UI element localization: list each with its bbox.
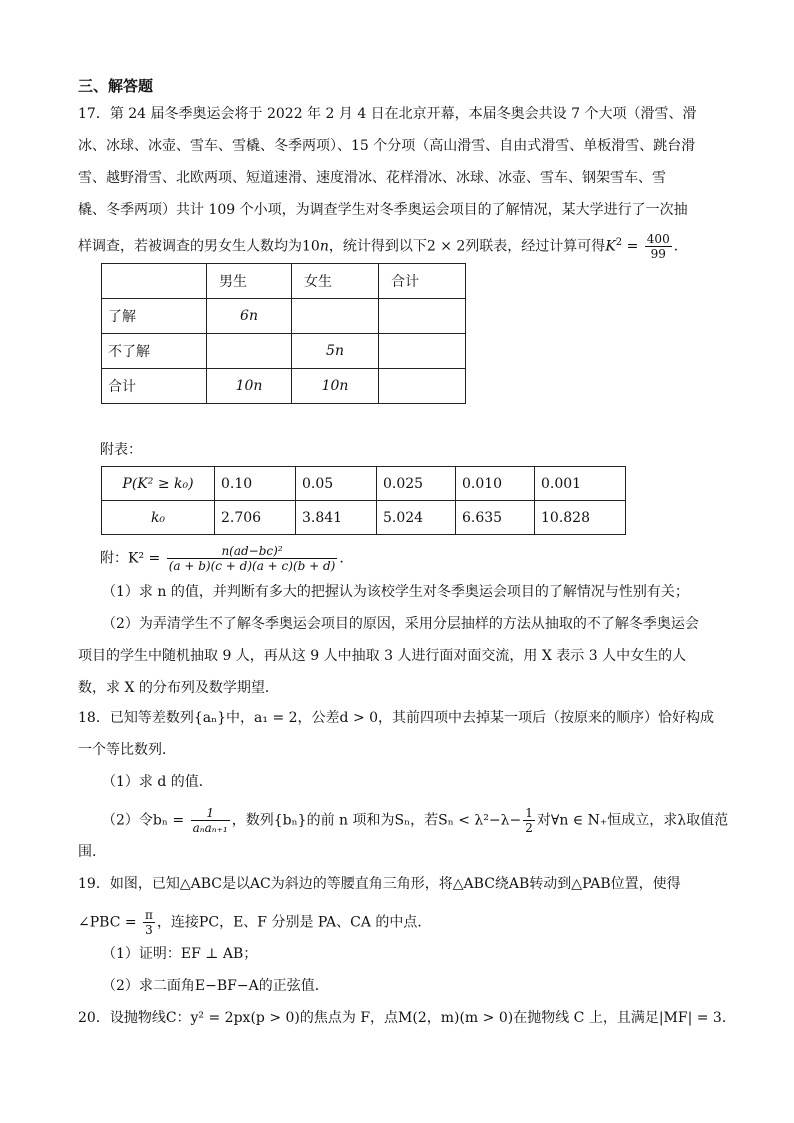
table-row bbox=[102, 467, 626, 501]
table-cell: 合计 bbox=[379, 264, 466, 299]
q17-fraction bbox=[645, 232, 672, 261]
table-row bbox=[102, 299, 466, 334]
q18-line-1: 18．已知等差数列{aₙ}中，a₁ = 2，公差d > 0，其前四项中去掉某一项后（按原来的顺序）恰好构成 bbox=[78, 710, 715, 726]
q17-line-5-end: ． bbox=[673, 238, 688, 255]
table-cell: 0.010 bbox=[456, 467, 535, 501]
table-cell: 10.828 bbox=[535, 501, 626, 535]
formula-line bbox=[100, 544, 740, 573]
q17-line-4: 橇、冬季两项）共计 109 个小项，为调查学生对冬季奥运会项目的了解情况，某大学进行了一次抽 bbox=[78, 202, 688, 218]
q19-fraction-num: π bbox=[145, 908, 153, 922]
q17-line-5 bbox=[78, 232, 718, 261]
q19-part-2: （2）求二面角E−BF−A的正弦值． bbox=[102, 978, 329, 994]
q18-part-2-pre: （2）令bₙ = bbox=[102, 812, 189, 829]
formula-label: 附：K² = bbox=[100, 550, 165, 567]
table-cell bbox=[292, 299, 379, 334]
q17-part-2-line-2: 项目的学生中随机抽取 9 人，再从这 9 人中抽取 3 人进行面对面交流，用 X 表示 3 人中女生的人 bbox=[78, 648, 687, 664]
q19-part-1: （1）证明：EF ⊥ AB； bbox=[102, 946, 258, 962]
q17-line-5-mid: ，统计得到以下2 × 2列联表，经过计算可得 bbox=[328, 238, 606, 255]
q19-line-1: 19．如图，已知△ABC是以AC为斜边的等腰直角三角形，将△ABC绕AB转动到△PAB位置，使得 bbox=[78, 876, 681, 892]
table-cell: 2.706 bbox=[215, 501, 296, 535]
table-cell: 女生 bbox=[292, 264, 379, 299]
table-cell: 3.841 bbox=[296, 501, 377, 535]
q17-line-2: 冰、冰球、冰壶、雪车、雪橇、冬季两项）、15 个分项（高山滑雪、自由式滑雪、单板滑雪、跳台滑 bbox=[78, 138, 696, 154]
q18-part-1: （1）求 d 的值． bbox=[102, 774, 213, 790]
q17-fraction-num: 400 bbox=[646, 232, 670, 246]
q17-line-5-n: n bbox=[319, 238, 329, 255]
table-cell bbox=[379, 369, 466, 404]
q18-part-2 bbox=[102, 806, 729, 835]
table-cell bbox=[207, 334, 292, 369]
q18-fraction-2 bbox=[523, 806, 535, 835]
q17-line-5-pre: 样调查，若被调查的男女生人数均为10 bbox=[78, 238, 320, 255]
section-title: 三、解答题 bbox=[78, 77, 154, 95]
table-cell: 0.025 bbox=[377, 467, 456, 501]
table-cell: 5n bbox=[292, 334, 379, 369]
formula-fraction bbox=[167, 544, 338, 573]
q17-part-2-line-3: 数，求 X 的分布列及数学期望． bbox=[78, 680, 279, 696]
formula-num: n(ad−bc)² bbox=[167, 544, 338, 559]
table-cell: 男生 bbox=[207, 264, 292, 299]
table-row bbox=[102, 264, 466, 299]
table-row bbox=[102, 501, 626, 535]
formula-den: (a + b)(c + d)(a + c)(b + d) bbox=[168, 559, 336, 573]
table-cell bbox=[379, 299, 466, 334]
q19-fraction-den: 3 bbox=[145, 923, 153, 937]
q19-line-2 bbox=[78, 908, 718, 937]
table-cell: 合计 bbox=[102, 369, 207, 404]
q18-fraction-2-num: 1 bbox=[525, 806, 533, 820]
appendix-label: 附表： bbox=[100, 442, 142, 458]
q18-fraction-1-den: aₙaₙ₊₁ bbox=[192, 821, 228, 835]
q18-part-2-line-2: 围． bbox=[78, 844, 106, 860]
table-row bbox=[102, 369, 466, 404]
table-cell: 0.001 bbox=[535, 467, 626, 501]
table-cell: 0.05 bbox=[296, 467, 377, 501]
q18-part-2-mid: ，数列{bₙ}的前 n 项和为Sₙ，若Sₙ < λ²−λ− bbox=[231, 812, 522, 829]
q17-line-1: 17．第 24 届冬季奥运会将于 2022 年 2 月 4 日在北京开幕，本届冬奥会共设 7 个大项（滑雪、滑 bbox=[78, 106, 697, 122]
table-cell bbox=[379, 334, 466, 369]
contingency-table bbox=[101, 263, 466, 404]
table-cell: 5.024 bbox=[377, 501, 456, 535]
q18-line-2: 一个等比数列． bbox=[78, 742, 176, 758]
q19-line-2-end: ，连接PC，E、F 分别是 PA、CA 的中点． bbox=[156, 914, 432, 931]
table-cell: P(K² ≥ k₀) bbox=[102, 467, 215, 501]
table-cell: 不了解 bbox=[102, 334, 207, 369]
q20-line-1: 20．设抛物线C：y² = 2px(p > 0)的焦点为 F，点M(2，m)(m > 0)在抛物线 C 上，且满足|MF| = 3． bbox=[78, 1010, 736, 1026]
q19-line-2-pre: ∠PBC = bbox=[78, 914, 142, 931]
q17-line-5-K: K bbox=[605, 238, 616, 255]
table-cell bbox=[102, 264, 207, 299]
table-cell: 0.10 bbox=[215, 467, 296, 501]
q17-line-5-eq: = bbox=[622, 238, 643, 255]
table-cell: k₀ bbox=[102, 501, 215, 535]
q18-fraction-2-den: 2 bbox=[525, 821, 533, 835]
q18-part-2-end: 对∀n ∈ N₊恒成立，求λ取值范 bbox=[536, 812, 729, 829]
q17-part-1: （1）求 n 的值，并判断有多大的把握认为该校学生对冬季奥运会项目的了解情况与性别有关； bbox=[102, 584, 689, 600]
q17-line-3: 雪、越野滑雪、北欧两项、短道速滑、速度滑冰、花样滑冰、冰球、冰壶、雪车、钢架雪车、雪 bbox=[78, 170, 666, 186]
q17-fraction-den: 99 bbox=[650, 247, 666, 261]
q18-fraction-1-num: 1 bbox=[191, 806, 230, 821]
table-cell: 6.635 bbox=[456, 501, 535, 535]
table-cell: 了解 bbox=[102, 299, 207, 334]
critical-value-table bbox=[101, 466, 626, 535]
q17-line-5-sq: 2 bbox=[615, 236, 623, 248]
table-cell: 10n bbox=[292, 369, 379, 404]
table-cell: 6n bbox=[207, 299, 292, 334]
q19-fraction bbox=[143, 908, 155, 937]
formula-end: ． bbox=[339, 550, 354, 567]
table-row bbox=[102, 334, 466, 369]
table-cell: 10n bbox=[207, 369, 292, 404]
q18-fraction-1 bbox=[191, 806, 230, 835]
q17-part-2-line-1: （2）为弄清学生不了解冬季奥运会项目的原因，采用分层抽样的方法从抽取的不了解冬季奥运会 bbox=[102, 616, 699, 632]
